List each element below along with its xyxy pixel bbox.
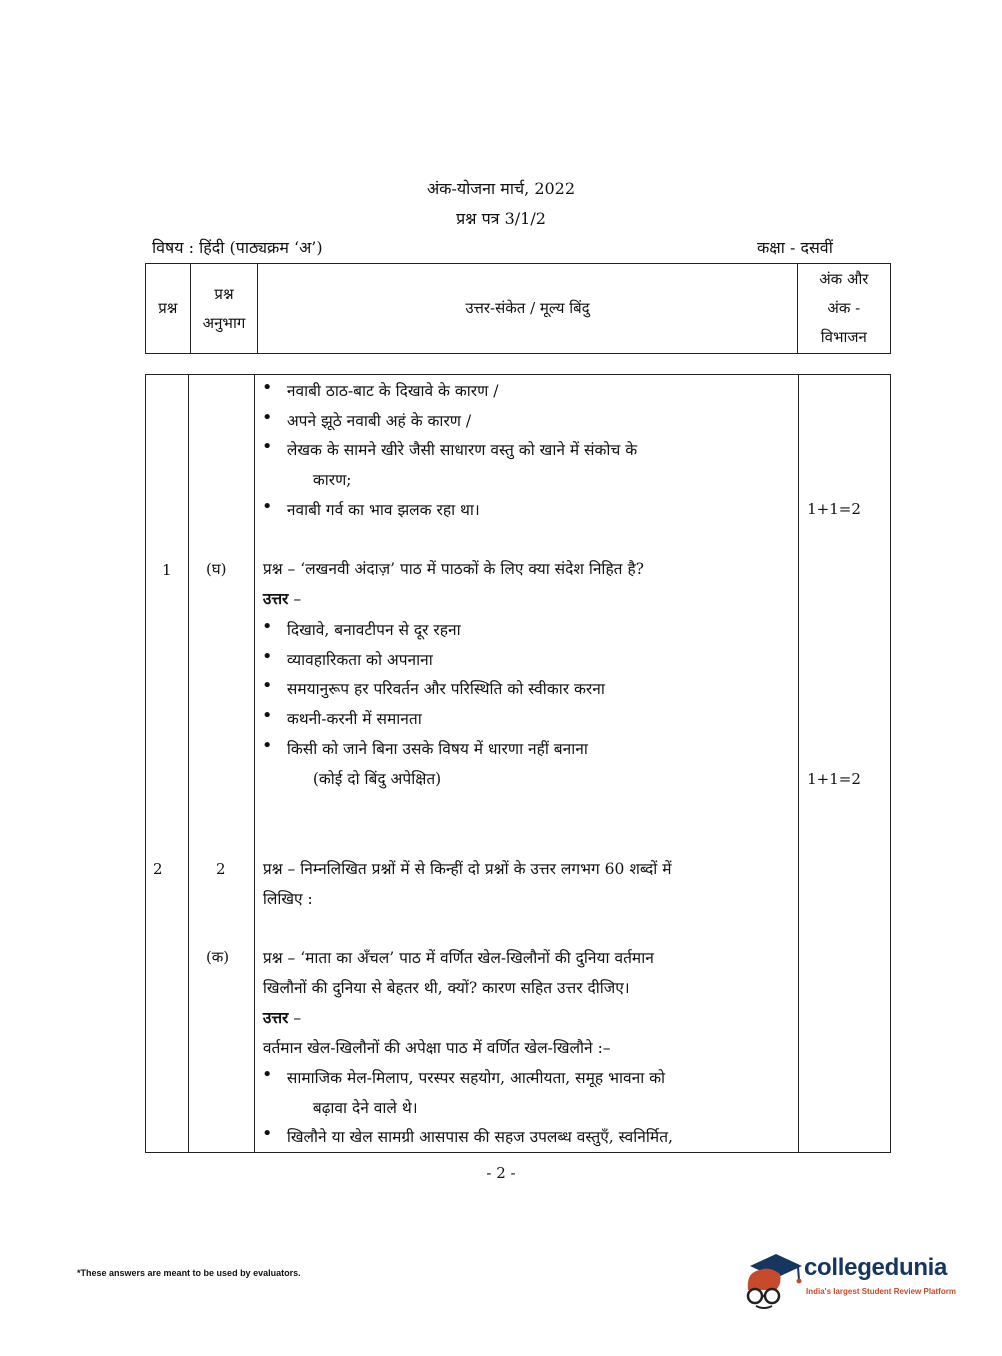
- header-marks-line2: अंक -: [827, 299, 861, 317]
- r1-bullet-3-cont: कारण;: [312, 471, 352, 489]
- q2-number: 2: [153, 860, 163, 878]
- q2a-question-line1: प्रश्न – ‘माता का अँचल’ पाठ में वर्णित खेल-खिलौनों की दुनिया वर्तमान: [262, 949, 654, 967]
- header-marks-line3: विभाजन: [820, 328, 867, 346]
- header-section: [190, 264, 258, 354]
- q1-bullet-4: • कथनी-करनी में समानता: [287, 707, 422, 729]
- header-section-line2: अनुभाग: [202, 313, 246, 332]
- q1-bullet-3: • समयानुरूप हर परिवर्तन और परिस्थिति को स्वीकार करना: [287, 677, 605, 699]
- r1-bullet-4: • नवाबी गर्व का भाव झलक रहा था।: [287, 498, 480, 520]
- q1-marks: 1+1=2: [807, 770, 861, 788]
- footnote: *These answers are meant to be used by evaluators.: [77, 1268, 301, 1278]
- header-marks-line1: अंक और: [819, 270, 869, 288]
- q1-part: (घ): [205, 560, 227, 578]
- answer-table: [145, 374, 891, 1153]
- table-header: [145, 263, 891, 354]
- q1-answer-heading: [263, 587, 790, 609]
- q2a-intro: वर्तमान खेल-खिलौनों की अपेक्षा पाठ में वर्णित खेल-खिलौने :–: [262, 1039, 611, 1057]
- question-number-column: [146, 375, 189, 1153]
- q2a-bullet-1: • सामाजिक मेल-मिलाप, परस्पर सहयोग, आत्मीयता, समूह भावना को: [287, 1066, 665, 1088]
- mascot-icon: [742, 1250, 804, 1310]
- paper-code: प्रश्न पत्र 3/1/2: [456, 209, 546, 228]
- section-column: [188, 375, 254, 1153]
- marks-column: [799, 375, 891, 1153]
- header-section-line1: प्रश्न: [214, 284, 234, 303]
- q1-bullet-2: • व्यावहारिकता को अपनाना: [287, 648, 433, 670]
- r1-bullet-1: • नवाबी ठाठ-बाट के दिखावे के कारण /: [287, 379, 499, 401]
- q2a-question-line2: खिलौनों की दुनिया से बेहतर थी, क्यों? कारण सहित उत्तर दीजिए।: [262, 979, 630, 997]
- q2a-bullet-2: • खिलौने या खेल सामग्री आसपास की सहज उपलब्ध वस्तुएँ, स्वनिर्मित,: [287, 1125, 673, 1147]
- header-answer-points: उत्तर-संकेत / मूल्य बिंदु: [258, 264, 797, 354]
- q2-question-line2: लिखिए :: [262, 890, 313, 908]
- header-marks: [797, 264, 890, 354]
- q1-bullet-1: • दिखावे, बनावटीपन से दूर रहना: [287, 618, 461, 640]
- q2a-answer-label: उत्तर: [262, 1008, 289, 1027]
- answer-column: [254, 375, 798, 1153]
- q2a-answer-dash: –: [293, 1009, 302, 1027]
- subject-label: विषय : हिंदी (पाठ्यक्रम ‘अ’): [152, 238, 323, 257]
- q2-part: 2: [215, 860, 226, 878]
- collegedunia-logo: [742, 1250, 972, 1312]
- q2a-bullet-1-cont: बढ़ावा देने वाले थे।: [312, 1099, 418, 1117]
- q1-number: 1: [162, 561, 172, 579]
- q2a-answer-heading: [263, 1006, 790, 1028]
- q1-question: प्रश्न – ‘लखनवी अंदाज़’ पाठ में पाठकों के लिए क्या संदेश निहित है?: [262, 560, 644, 578]
- q1-answer-label: उत्तर: [262, 589, 289, 608]
- r1-bullet-3: • लेखक के सामने खीरे जैसी साधारण वस्तु को खाने में संकोच के: [287, 438, 792, 460]
- header-question: प्रश्न: [146, 264, 191, 354]
- q2-question-line1: प्रश्न – निम्नलिखित प्रश्नों में से किन्हीं दो प्रश्नों के उत्तर लगभग 60 शब्दों में: [262, 860, 672, 878]
- q1-bullet-5: • किसी को जाने बिना उसके विषय में धारणा नहीं बनाना: [287, 737, 588, 759]
- page-number: - 2 -: [486, 1164, 516, 1182]
- class-label: कक्षा - दसवीं: [757, 238, 833, 257]
- document-title: अंक-योजना मार्च, 2022: [426, 179, 576, 198]
- r1-bullet-2: • अपने झूठे नवाबी अहं के कारण /: [287, 409, 471, 431]
- q1-answer-dash: –: [293, 590, 302, 608]
- r1-marks: 1+1=2: [807, 500, 861, 518]
- q1-note: (कोई दो बिंदु अपेक्षित): [312, 770, 442, 788]
- logo-tagline: India's largest Student Review Platform: [806, 1287, 956, 1296]
- q2a-part: (क): [205, 948, 230, 966]
- logo-name: collegedunia: [804, 1254, 948, 1281]
